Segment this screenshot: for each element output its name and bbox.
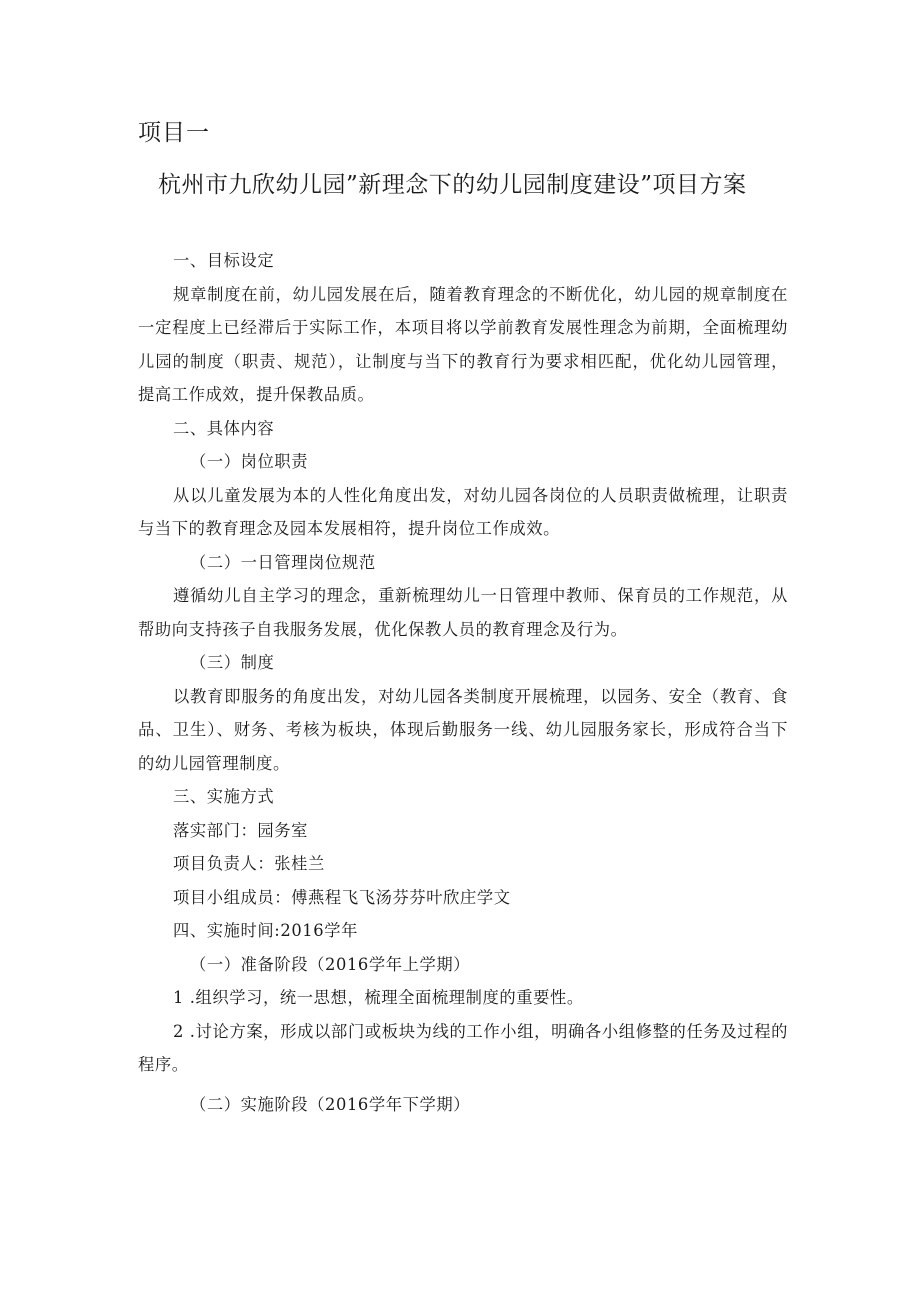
section-heading-goal: 一、目标设定 <box>173 251 275 270</box>
subsection-heading-daily-norms: （二）一日管理岗位规范 <box>190 552 376 572</box>
preparation-item-2: 2 .讨论方案，形成以部门或板块为线的工作小组，明确各小组修整的任务及过程的程序。 <box>138 1021 788 1074</box>
section-heading-content: 二、具体内容 <box>173 418 275 438</box>
document-body <box>138 244 788 1121</box>
section-heading-schedule: 四、实施时间:2016学年 <box>173 921 358 940</box>
implementation-leader: 项目负责人：张桂兰 <box>173 854 325 873</box>
subsection-heading-duties: （一）岗位职责 <box>190 452 309 471</box>
implementation-department: 落实部门：园务室 <box>173 820 309 840</box>
preparation-item-1: 1 .组织学习，统一思想，梳理全面梳理制度的重要性。 <box>173 988 584 1007</box>
implementation-members: 项目小组成员：傅燕程飞飞汤芬芬叶欣庄学文 <box>173 887 511 907</box>
paragraph-daily-norms: 遵循幼儿自主学习的理念，重新梳理幼儿一日管理中教师、保育员的工作规范，从帮助向支持孩子自我服务发展，优化保教人员的教育理念及行为。 <box>138 586 788 639</box>
project-label: 项目一 <box>138 120 210 146</box>
document-title: 杭州市九欣幼儿园”新理念下的幼儿园制度建设”项目方案 <box>158 172 747 198</box>
paragraph-goal: 规章制度在前，幼儿园发展在后，随着教育理念的不断优化，幼儿园的规章制度在一定程度上已经滞后于实际工作，本项目将以学前教育发展性理念为前期，全面梳理幼儿园的制度（职责、规范），让制度与当下的教育行为要求相匹配，优化幼儿园管理，提高工作成效，提升保教品质。 <box>138 284 788 404</box>
section-heading-implementation: 三、实施方式 <box>173 787 275 806</box>
phase-heading-preparation: （一）准备阶段（2016学年上学期） <box>190 954 471 974</box>
phase-heading-implementation: （二）实施阶段（2016学年下学期） <box>190 1094 471 1114</box>
paragraph-system: 以教育即服务的角度出发，对幼儿园各类制度开展梳理，以园务、安全（教育、食品、卫生）、财务、考核为板块，体现后勤服务一线、幼儿园服务家长，形成符合当下的幼儿园管理制度。 <box>138 686 788 773</box>
paragraph-duties: 从以儿童发展为本的人性化角度出发，对幼儿园各岗位的人员职责做梳理，让职责与当下的教育理念及园本发展相符，提升岗位工作成效。 <box>138 485 788 538</box>
subsection-heading-system: （三）制度 <box>190 653 275 672</box>
